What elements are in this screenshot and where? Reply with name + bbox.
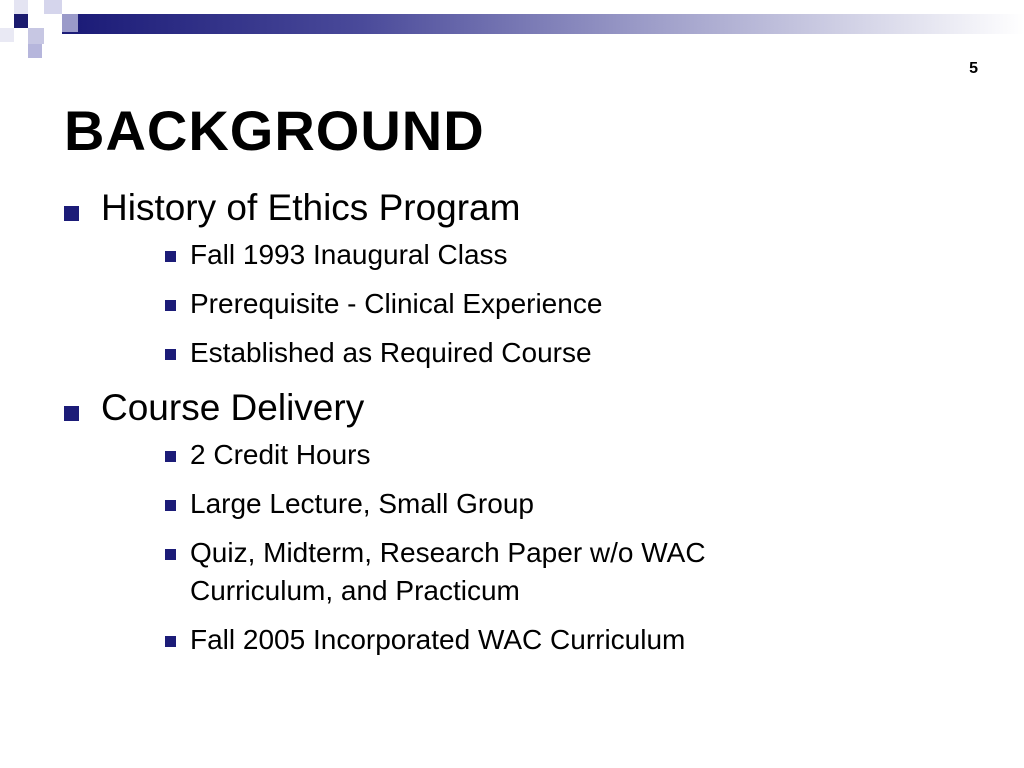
slide-content <box>64 186 964 673</box>
decor-square <box>44 0 62 14</box>
list-item: Quiz, Midterm, Research Paper w/o WAC Curriculum, and Practicum <box>190 537 706 606</box>
list-item: Fall 1993 Inaugural Class <box>190 239 508 270</box>
bullet-level2 <box>64 436 964 474</box>
section-course-delivery <box>64 386 964 659</box>
square-bullet-icon <box>165 251 176 262</box>
decor-square <box>14 0 28 14</box>
bullet-level2 <box>64 621 964 659</box>
bullet-level2 <box>64 534 850 610</box>
square-bullet-icon <box>165 349 176 360</box>
bullet-level2 <box>64 334 964 372</box>
section-heading: History of Ethics Program <box>101 187 521 228</box>
square-bullet-icon <box>165 549 176 560</box>
bullet-level2 <box>64 285 964 323</box>
list-item: Established as Required Course <box>190 337 592 368</box>
decor-square <box>28 28 44 44</box>
list-item: 2 Credit Hours <box>190 439 371 470</box>
square-bullet-icon <box>165 636 176 647</box>
list-item: Large Lecture, Small Group <box>190 488 534 519</box>
decor-square <box>14 14 28 28</box>
bullet-level1 <box>64 386 964 430</box>
square-bullet-icon <box>64 206 79 221</box>
decor-square <box>62 14 78 32</box>
section-heading: Course Delivery <box>101 387 365 428</box>
square-bullet-icon <box>64 406 79 421</box>
decor-square <box>0 28 14 42</box>
square-bullet-icon <box>165 300 176 311</box>
square-bullet-icon <box>165 451 176 462</box>
list-item: Fall 2005 Incorporated WAC Curriculum <box>190 624 686 655</box>
slide-number: 5 <box>969 60 978 77</box>
slide-title: BACKGROUND <box>64 99 485 162</box>
bullet-level2 <box>64 485 964 523</box>
square-bullet-icon <box>165 500 176 511</box>
bullet-level1 <box>64 186 964 230</box>
decor-gradient-band <box>78 14 1024 34</box>
section-history <box>64 186 964 372</box>
list-item: Prerequisite - Clinical Experience <box>190 288 603 319</box>
bullet-level2 <box>64 236 964 274</box>
decor-square <box>28 44 42 58</box>
